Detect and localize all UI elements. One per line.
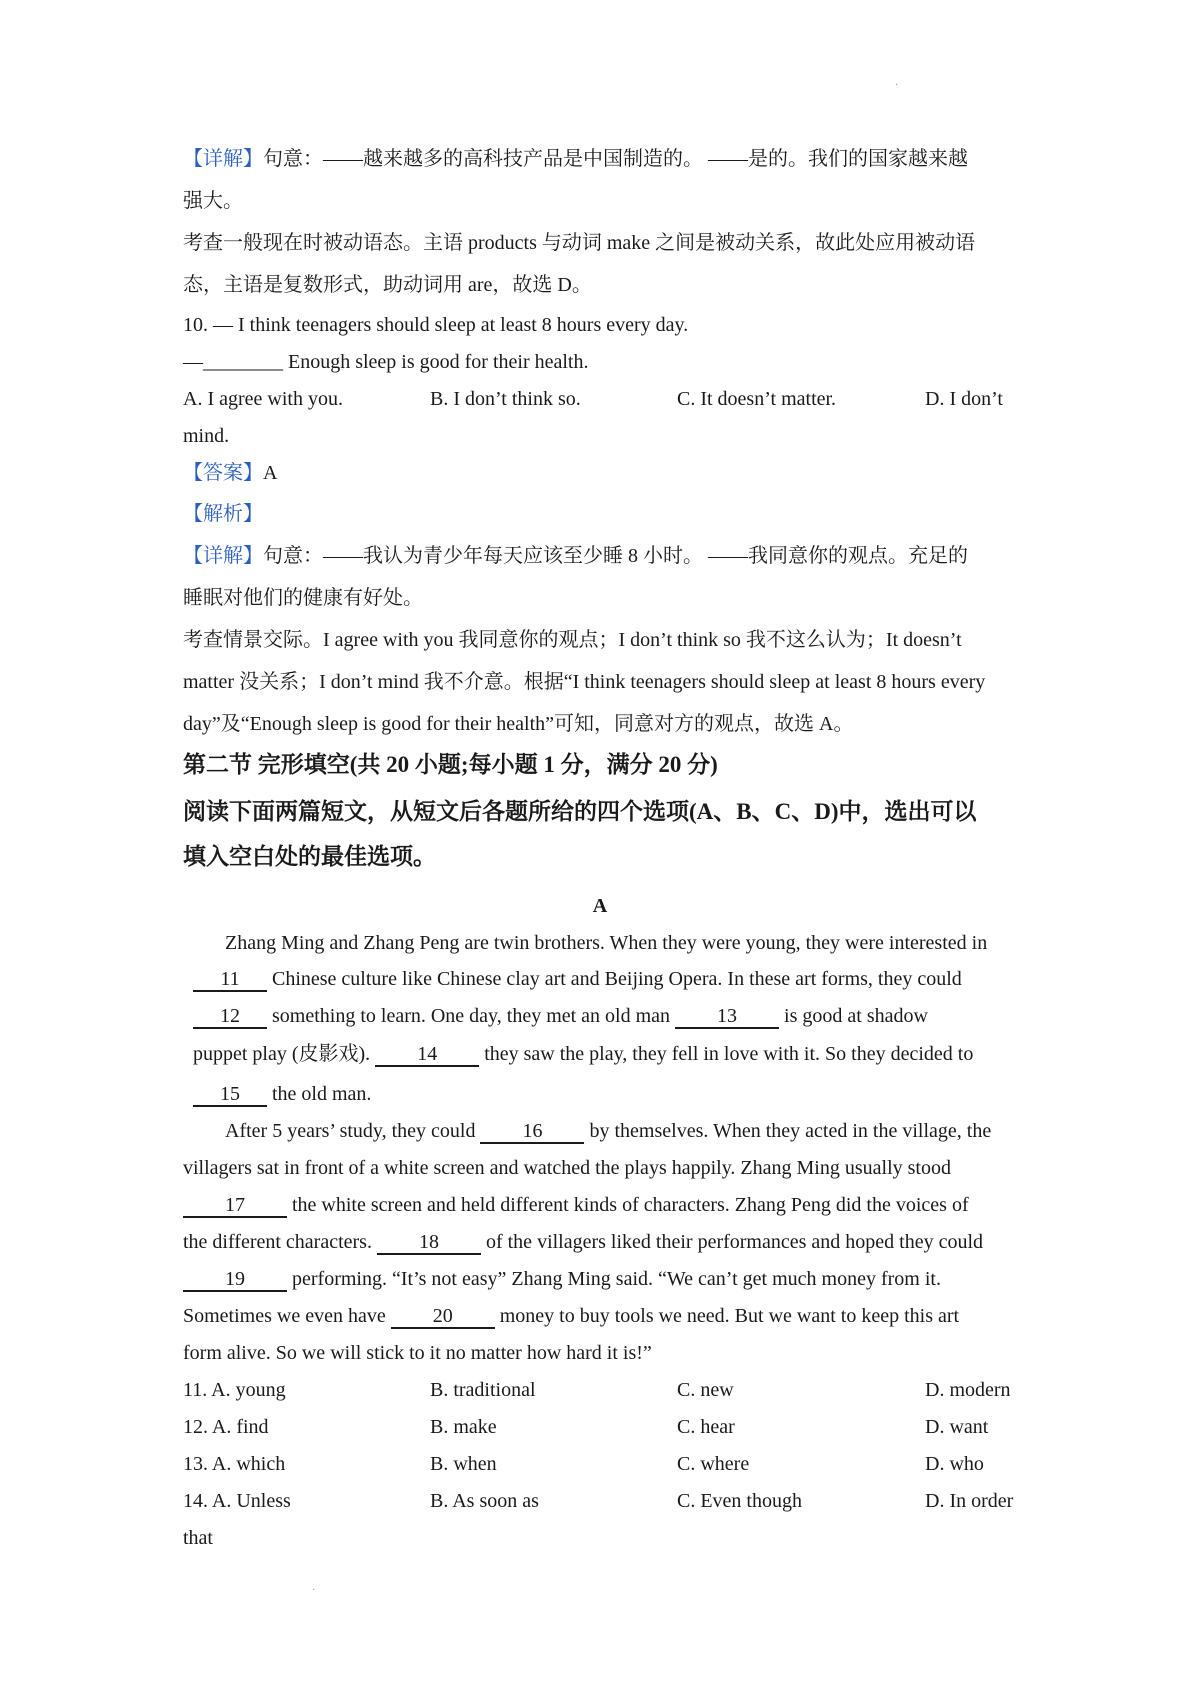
jiexi-label: 【解析】 bbox=[183, 503, 263, 525]
passage-text: After 5 years’ study, they could bbox=[225, 1120, 481, 1142]
analysis-line-2: 态，主语是复数形式，助动词用 are，故选 D。 bbox=[183, 274, 592, 296]
passage-line: Zhang Ming and Zhang Peng are twin brothers. When they were young, they were interested in bbox=[225, 932, 988, 954]
passage-text: Chinese culture like Chinese clay art and Beijing Opera. In these art forms, they could bbox=[267, 968, 962, 990]
choice-b: B. As soon as bbox=[430, 1490, 539, 1512]
section-instruction-1: 阅读下面两篇短文，从短文后各题所给的四个选项(A、B、C、D)中，选出可以 bbox=[183, 799, 977, 824]
blank-15: 15 bbox=[193, 1083, 267, 1107]
passage-text: the old man. bbox=[267, 1083, 372, 1105]
q10-option-d: D. I don’t bbox=[925, 388, 1003, 410]
detail-text: 句意：——越来越多的高科技产品是中国制造的。 ——是的。我们的国家越来越 bbox=[263, 148, 968, 170]
detail-line-1 bbox=[183, 146, 968, 172]
passage-text: something to learn. One day, they met an old man bbox=[267, 1005, 676, 1027]
passage-line bbox=[183, 1229, 983, 1255]
passage-text: the white screen and held different kinds of characters. Zhang Peng did the voices of bbox=[287, 1194, 969, 1216]
q10-option-overflow: mind. bbox=[183, 425, 230, 447]
passage-text: they saw the play, they fell in love with it. So they decided to bbox=[479, 1043, 974, 1065]
passage-text: the different characters. bbox=[183, 1231, 377, 1253]
choice-d: D. modern bbox=[925, 1379, 1011, 1401]
passage-text: puppet play (皮影戏). bbox=[193, 1043, 376, 1065]
q10-option-a: A. I agree with you. bbox=[183, 388, 343, 410]
passage-line: villagers sat in front of a white screen and watched the plays happily. Zhang Ming usually stood bbox=[183, 1157, 951, 1179]
q10-detail-line-2: 睡眠对他们的健康有好处。 bbox=[183, 587, 423, 609]
q10-option-c: C. It doesn’t matter. bbox=[677, 388, 837, 410]
blank-19: 19 bbox=[183, 1268, 287, 1292]
choice-b: B. make bbox=[430, 1416, 497, 1438]
choice-d: D. In order bbox=[925, 1490, 1014, 1512]
q10-stem: 10. — I think teenagers should sleep at least 8 hours every day. bbox=[183, 314, 689, 336]
detail-label: 【详解】 bbox=[183, 545, 263, 567]
section-title: 第二节 完形填空(共 20 小题;每小题 1 分，满分 20 分) bbox=[183, 752, 718, 777]
blank-12: 12 bbox=[193, 1005, 267, 1029]
choice-d: D. who bbox=[925, 1453, 984, 1475]
passage-line bbox=[183, 1266, 941, 1292]
passage-line bbox=[225, 1118, 991, 1144]
passage-line bbox=[183, 1192, 969, 1218]
answer-label: 【答案】 bbox=[183, 462, 263, 484]
choice-c: C. where bbox=[677, 1453, 750, 1475]
passage-heading: A bbox=[592, 895, 608, 917]
q10-option-b: B. I don’t think so. bbox=[430, 388, 581, 410]
scan-dot: · bbox=[895, 80, 899, 91]
choice-a: 13. A. which bbox=[183, 1453, 286, 1475]
blank-14: 14 bbox=[375, 1043, 479, 1067]
choice-d: D. want bbox=[925, 1416, 989, 1438]
blank-16: 16 bbox=[480, 1120, 584, 1144]
passage-line: form alive. So we will stick to it no matter how hard it is!” bbox=[183, 1342, 652, 1364]
choice-c: C. hear bbox=[677, 1416, 735, 1438]
dash: — bbox=[183, 351, 203, 373]
blank-20: 20 bbox=[391, 1305, 495, 1329]
passage-text: is good at shadow bbox=[779, 1005, 928, 1027]
q10-detail-line-1 bbox=[183, 543, 968, 569]
choice-b: B. traditional bbox=[430, 1379, 536, 1401]
choice-c: C. new bbox=[677, 1379, 734, 1401]
reply-blank: ________ bbox=[203, 351, 283, 373]
blank-18: 18 bbox=[377, 1231, 481, 1255]
q10-analysis-line-3: day”及“Enough sleep is good for their health”可知，同意对方的观点，故选 A。 bbox=[183, 713, 854, 735]
analysis-line-1: 考查一般现在时被动语态。主语 products 与动词 make 之间是被动关系，故此处应用被动语 bbox=[183, 232, 976, 254]
q10-analysis-line-2: matter 没关系；I don’t mind 我不介意。根据“I think teenagers should sleep at least 8 hours every bbox=[183, 671, 986, 693]
choice-a: 14. A. Unless bbox=[183, 1490, 291, 1512]
passage-line bbox=[193, 1003, 928, 1029]
passage-text: Sometimes we even have bbox=[183, 1305, 391, 1327]
choice-c: C. Even though bbox=[677, 1490, 802, 1512]
passage-text: money to buy tools we need. But we want to keep this art bbox=[494, 1305, 960, 1327]
blank-17: 17 bbox=[183, 1194, 287, 1218]
choice-14-overflow: that bbox=[183, 1527, 213, 1549]
detail-text: 句意：——我认为青少年每天应该至少睡 8 小时。 ——我同意你的观点。充足的 bbox=[263, 545, 968, 567]
section-instruction-2: 填入空白处的最佳选项。 bbox=[183, 844, 436, 869]
answer-value: A bbox=[263, 462, 278, 484]
passage-text: of the villagers liked their performances and hoped they could bbox=[480, 1231, 984, 1253]
q10-reply bbox=[183, 349, 589, 375]
choice-b: B. when bbox=[430, 1453, 497, 1475]
blank-13: 13 bbox=[675, 1005, 779, 1029]
scan-dot: · bbox=[312, 1585, 316, 1596]
choice-a: 12. A. find bbox=[183, 1416, 269, 1438]
blank-11: 11 bbox=[193, 968, 267, 992]
passage-line bbox=[193, 1081, 371, 1107]
q10-analysis-line-1: 考查情景交际。I agree with you 我同意你的观点；I don’t think so 我不这么认为；It doesn’t bbox=[183, 629, 962, 651]
reply-text: Enough sleep is good for their health. bbox=[283, 351, 589, 373]
passage-text: by themselves. When they acted in the village, the bbox=[584, 1120, 992, 1142]
detail-line-2: 强大。 bbox=[183, 190, 243, 212]
passage-text: performing. “It’s not easy” Zhang Ming said. “We can’t get much money from it. bbox=[287, 1268, 941, 1290]
passage-line bbox=[193, 1041, 973, 1067]
choice-a: 11. A. young bbox=[183, 1379, 286, 1401]
passage-line bbox=[193, 966, 962, 992]
passage-line bbox=[183, 1303, 959, 1329]
answer-line bbox=[183, 460, 277, 486]
detail-label: 【详解】 bbox=[183, 148, 263, 170]
